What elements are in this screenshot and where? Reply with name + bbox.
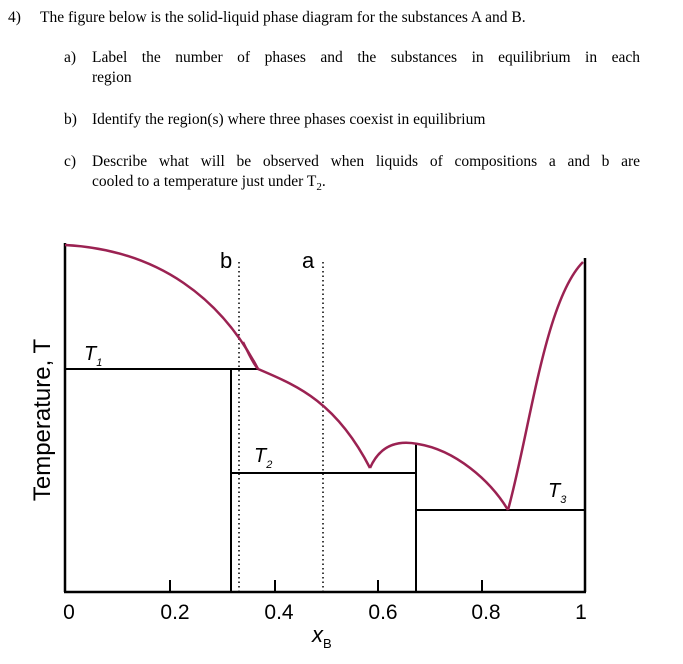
t1-label: $T_1$ [84, 343, 103, 369]
part-c-text-line1: Describe what will be observed when liquids of compositions a and b are [92, 153, 640, 170]
x-tick-label-0: 0 [63, 601, 75, 624]
composition-label-b: b [220, 248, 233, 273]
x-tick-label-0.8: 0.8 [471, 601, 501, 624]
composition-label-a: a [302, 248, 315, 273]
question-number: 4) [8, 9, 21, 26]
part-c-label: c) [64, 153, 77, 170]
liquidus-curve-dome [370, 443, 508, 510]
t2-label: $T_2$ [254, 445, 273, 471]
t3-label: $T_3$ [548, 480, 567, 506]
x-axis-label: $x_B$ [312, 622, 332, 651]
part-b-text: Identify the region(s) where three phases coexist in equilibrium [92, 111, 486, 128]
x-tick-label-1: 1 [575, 601, 587, 624]
part-a-text-line1: Label the number of phases and the substances in equilibrium in each [92, 49, 640, 66]
liquidus-curve-middle [258, 369, 370, 468]
x-tick-label-0.6: 0.6 [368, 601, 398, 624]
x-tick-label-0.2: 0.2 [160, 601, 190, 624]
part-a-text-line2: region [92, 69, 132, 86]
part-a-label: a) [64, 49, 77, 66]
liquidus-curve-peak [243, 342, 258, 369]
part-c-text-line2: cooled to a temperature just under $T_2$. [92, 173, 326, 194]
y-axis-label: Temperature, T [29, 338, 56, 502]
question-stem: The figure below is the solid-liquid phase diagram for the substances A and B. [40, 9, 526, 26]
part-b-label: b) [64, 111, 77, 128]
x-tick-label-0.4: 0.4 [264, 601, 294, 624]
liquidus-curve-right [508, 262, 583, 510]
